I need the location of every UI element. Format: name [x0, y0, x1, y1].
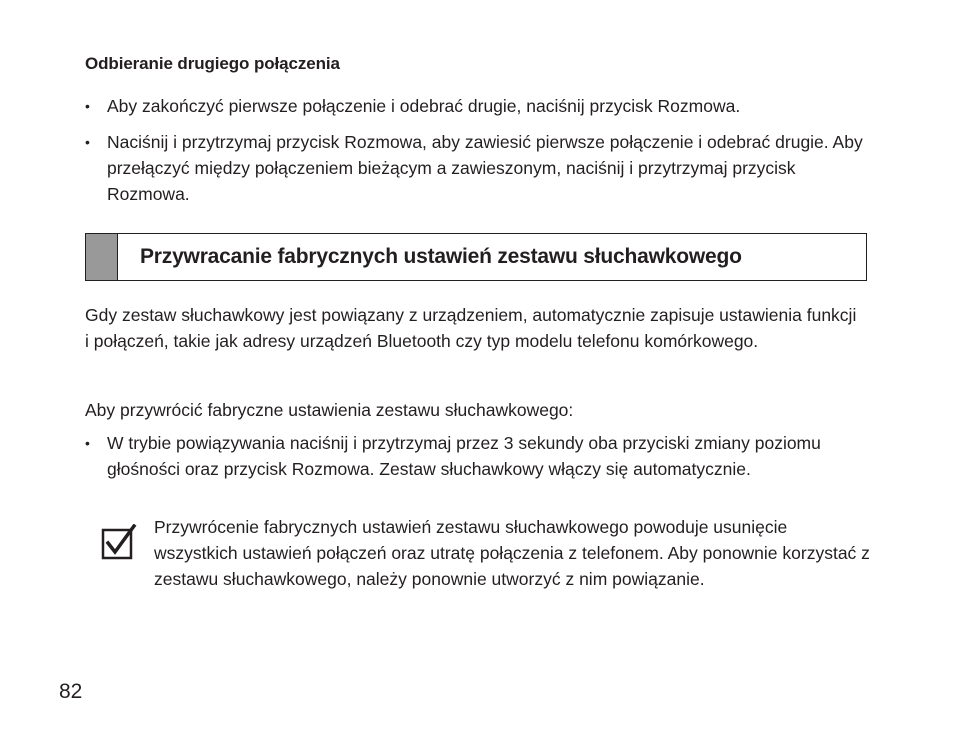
note-text: Przywrócenie fabrycznych ustawień zestawu słuchawkowego powoduje usunięcie wszystkich ustawień połączeń oraz utratę połączenia z telefonem. Aby ponownie korzystać z zestawu słuchawkowego, należy ponownie utworzyć z nim powiązanie. — [154, 517, 870, 589]
page-number: 82 — [59, 680, 83, 703]
paragraph-intro: Gdy zestaw słuchawkowy jest powiązany z urządzeniem, automatycznie zapisuje ustawienia funkcji i połączeń, takie jak adresy urządzeń Bluetooth czy typ modelu telefonu komórkowego. — [85, 305, 857, 351]
checkbox-note-icon — [101, 524, 137, 560]
subheading: Odbieranie drugiego połączenia — [85, 54, 340, 73]
section-header-bar — [86, 234, 118, 280]
bullet-list-reset — [85, 430, 875, 482]
list-item: • W trybie powiązywania naciśnij i przytrzymaj przez 3 sekundy oba przyciski zmiany poziomu głośności oraz przycisk Rozmowa. Zestaw słuchawkowy włączy się automatycznie. — [85, 430, 875, 482]
list-item: • Aby zakończyć pierwsze połączenie i odebrać drugie, naciśnij przycisk Rozmowa. — [85, 93, 875, 119]
section-title: Przywracanie fabrycznych ustawień zestawu słuchawkowego — [140, 245, 742, 268]
paragraph-instruction: Aby przywrócić fabryczne ustawienia zestawu słuchawkowego: — [85, 400, 574, 420]
section-header — [85, 233, 867, 281]
list-item: • Naciśnij i przytrzymaj przycisk Rozmowa, aby zawiesić pierwsze połączenie i odebrać drugie. Aby przełączyć między połączeniem bieżącym a zawieszonym, naciśnij i przytrzymaj przycisk Rozmowa. — [85, 129, 875, 207]
bullet-list-call-handling — [85, 93, 875, 207]
